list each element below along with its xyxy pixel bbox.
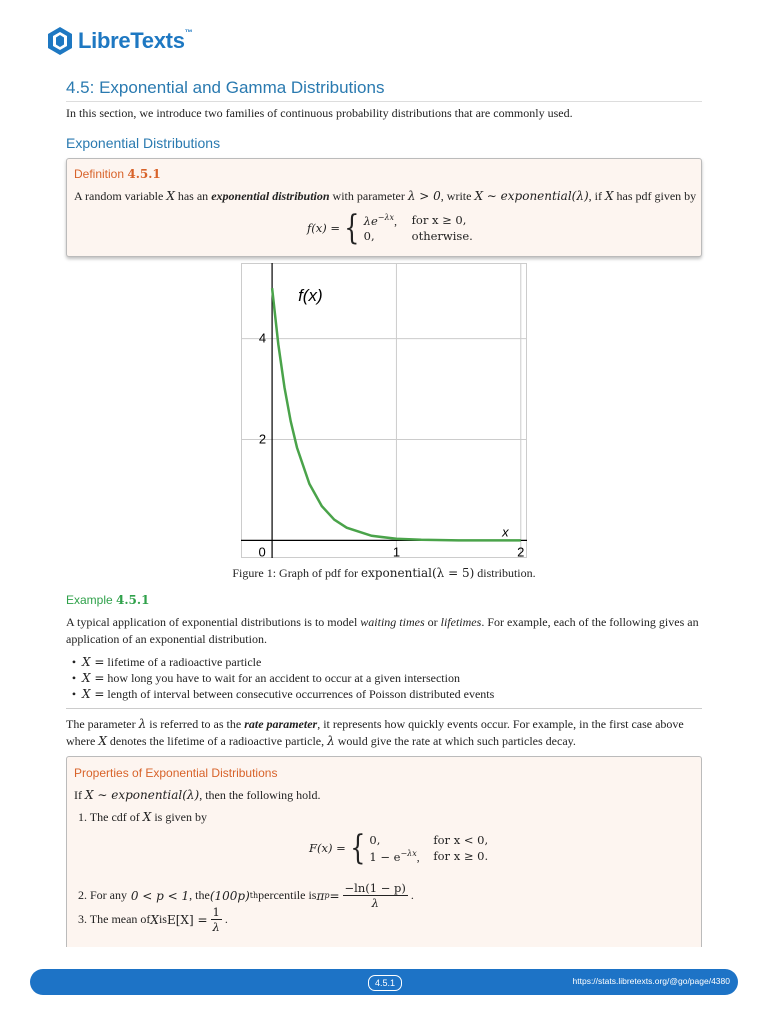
section-divider [66,708,702,709]
y-tick-label: 2 [258,431,267,447]
property-percentile: 2. For any 0 < p < 1 , the (100p) th percentile is π p = $\frac{-\ln(1 - p)}{\lambda}$ . [78,881,414,910]
definition-text: A random variable X has an exponential distribution with parameter λ > 0, write X ∼ exponential(λ), if X has pdf given by [74,189,697,203]
example-paragraph: A typical application of exponential distributions is to model waiting times or lifetimes. For example, each of the following gives an application of an exponential distribution. [66,615,699,646]
properties-box [66,756,702,947]
list-item: • X = lifetime of a radioactive particle [66,654,494,670]
chart-labels [258,286,524,558]
properties-heading: Properties of Exponential Distributions [74,766,278,780]
property-cdf: 1. The cdf of X is given by [78,810,207,824]
libretexts-logo-icon [46,26,74,56]
chart-axes [241,263,527,558]
figure-caption: Figure 1: Graph of pdf for exponential(λ = 5) distribution. [232,566,536,580]
x-axis-label: x [502,524,509,540]
cdf-formula: F(x) = { 0, for x < 0, $1 - e^{-\lambda x}$, for x ≥ 0. [309,828,489,868]
title-divider [66,101,702,102]
brand-name: LibreTexts™ [78,28,193,53]
chart-frame [242,264,527,558]
y-axis-label: f(x) [298,285,323,305]
page-title: 4.5: Exponential and Gamma Distributions [66,78,385,97]
list-item: • X = length of interval between consecutive occurrences of Poisson distributed events [66,686,494,702]
page-number-badge: 4.5.1 [368,975,402,991]
page-footer [30,969,738,995]
y-tick-label: 4 [258,330,267,346]
section-heading: Exponential Distributions [66,135,221,151]
rate-parameter-paragraph: The parameter λ is referred to as the rate parameter, it represents how quickly events occur. For example, in the first case above where X denotes the lifetime of a radioactive particle, λ would give the rate at which such particles decay. [66,717,684,748]
example-heading: Example 4.5.1 [66,593,150,607]
x-tick-label: 0 [258,544,266,558]
page-url-link[interactable]: https://stats.libretexts.org/@go/page/4380 [572,976,730,986]
properties-intro: If X ∼ exponential(λ), then the following hold. [74,788,321,802]
x-tick-label: 1 [392,544,401,558]
example-list [66,654,494,702]
libretexts-logo[interactable] [46,26,192,56]
definition-box [66,158,702,257]
list-item: • X = how long you have to wait for an accident to occur at a given intersection [66,670,494,686]
pdf-graph [241,263,527,558]
definition-heading: Definition 4.5.1 [74,167,161,181]
property-mean: 3. The mean of X is E[X] = $\frac{1}{\lambda}$ . [78,905,228,934]
intro-paragraph: In this section, we introduce two families of continuous probability distributions that are commonly used. [66,106,573,120]
pdf-formula: f(x) = { $\lambda e^{-\lambda x}$, for x ≥ 0, 0, otherwise. [307,208,473,248]
chart-grid [241,263,527,558]
x-tick-label: 2 [517,544,525,558]
